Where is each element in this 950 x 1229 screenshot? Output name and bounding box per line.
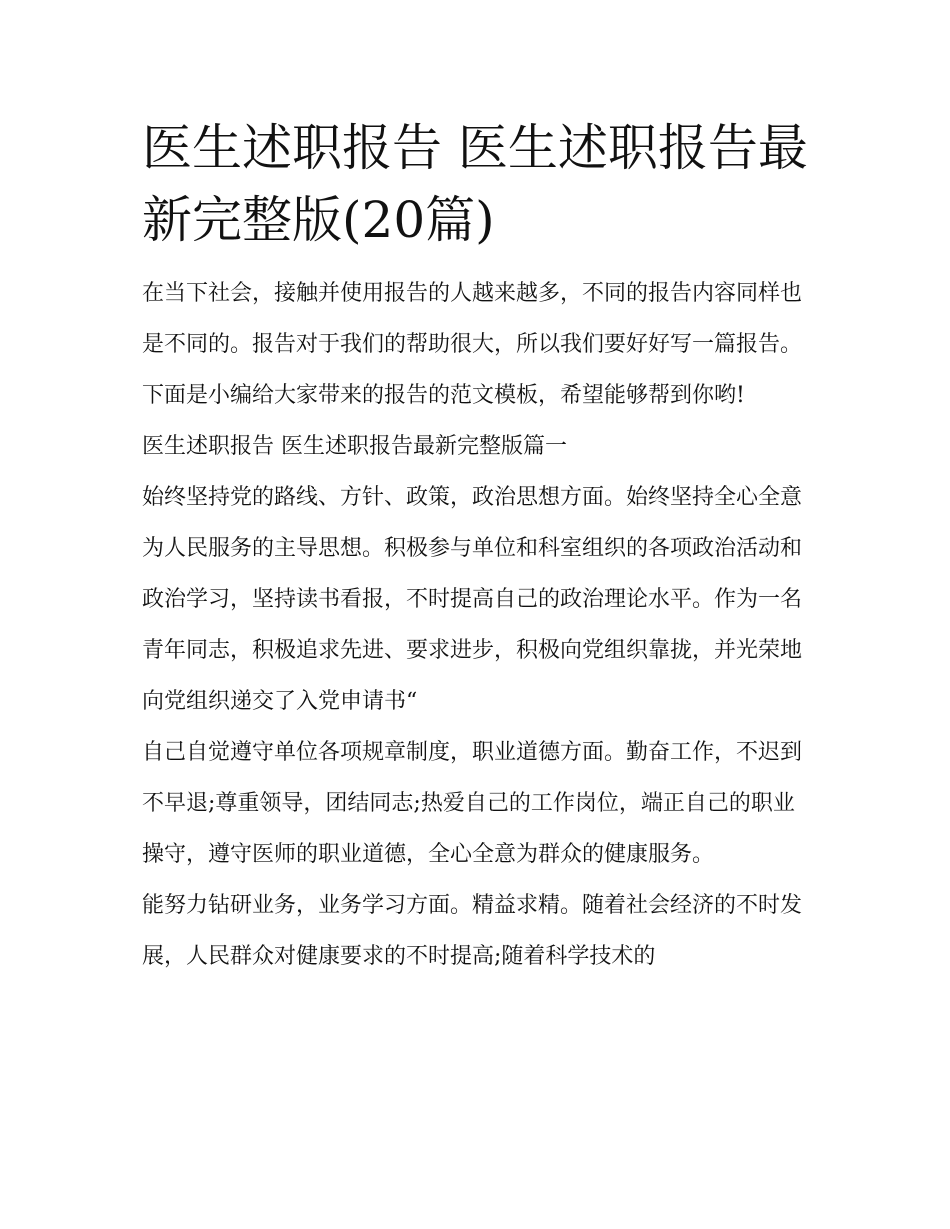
paragraph-ethics: 自己自觉遵守单位各项规章制度，职业道德方面。勤奋工作，不迟到不早退;尊重领导，团结同志;热爱自己的工作岗位，端正自己的职业操守，遵守医师的职业道德，全心全意为群众的健康服务。 — [142, 740, 803, 867]
paragraph-political: 始终坚持党的路线、方针、政策，政治思想方面。始终坚持全心全意为人民服务的主导思想。积极参与单位和科室组织的各项政治活动和政治学习，坚持读书看报，不时提高自己的政治理论水平。作为一名青年同志，积极追求先进、要求进步，积极向党组织靠拢，并光荣地向党组织递交了入党申请书“ — [142, 485, 803, 714]
paragraph-intro: 在当下社会，接触并使用报告的人越来越多，不同的报告内容同样也是不同的。报告对于我们的帮助很大，所以我们要好好写一篇报告。下面是小编给大家带来的报告的范文模板，希望能够帮到你哟! — [142, 281, 803, 408]
paragraph-study: 能努力钻研业务，业务学习方面。精益求精。随着社会经济的不时发展，人民群众对健康要求的不时提高;随着科学技术的 — [142, 893, 803, 969]
section-heading: 医生述职报告 医生述职报告最新完整版篇一 — [142, 434, 567, 459]
document-title: 医生述职报告 医生述职报告最新完整版(20篇) — [142, 119, 808, 249]
document-page — [142, 112, 814, 982]
document-body — [142, 268, 814, 982]
